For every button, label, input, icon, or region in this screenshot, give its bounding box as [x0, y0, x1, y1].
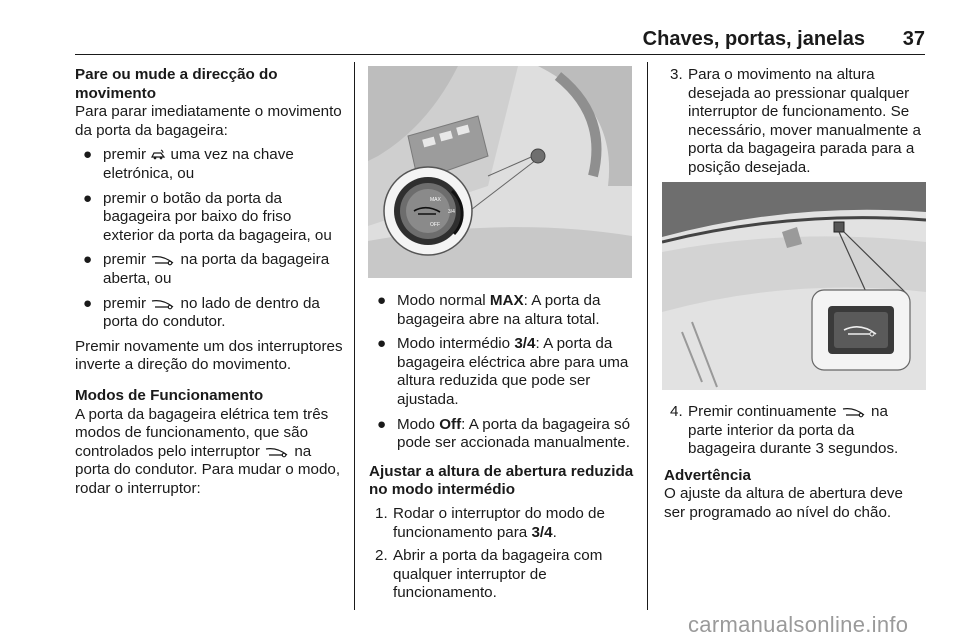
tailgate-switch-figure [662, 182, 926, 390]
bullet-icon: ● [83, 294, 93, 312]
column-2 [369, 292, 635, 603]
header-rule [75, 54, 925, 55]
watermark: carmanualsonline.info [688, 612, 909, 637]
list-item: ● premir no lado de dentro da porta do condutor. [83, 294, 320, 331]
column-3 [664, 66, 926, 178]
column-divider-1 [354, 62, 355, 610]
intro-text: Para parar imediatamente o movimento da porta da bagageira: [75, 103, 342, 139]
warning-heading: Advertência [664, 466, 751, 484]
knob-label-off: OFF [430, 222, 440, 228]
section-heading-stop-reverse: Pare ou mude a direcção do movimento [75, 66, 278, 102]
list-item: 2. Abrir a porta da bagageira com qualquer interruptor de funcionamento. [375, 547, 603, 602]
column-divider-2 [647, 62, 648, 610]
section-heading-modes: Modos de Funcionamento [75, 386, 264, 404]
knob-label-max: MAX [430, 197, 441, 203]
list-item: ● Modo Off: A porta da bagageira só pode ser accionada manualmente. [377, 415, 631, 452]
tailgate-switch-icon [150, 298, 176, 310]
bullet-icon: ● [377, 292, 387, 309]
list-item: ● Modo intermédio 3/4: A porta da bagageira eléctrica abre para uma altura reduzida que pode ser ajustada. [377, 335, 629, 408]
tailgate-switch-icon [150, 254, 176, 266]
list-item: 4. Premir continuamente na parte interior da porta da bagageira durante 3 segundos. [670, 403, 899, 458]
bullet-icon: ● [83, 251, 93, 269]
list-item: ● premir uma vez na chave eletrónica, ou [83, 146, 294, 182]
list-item: ● Modo normal MAX: A porta da bagageira abre na altura total. [377, 292, 601, 328]
list-item: ● premir o botão da porta da bagageira por baixo do friso exterior da porta da bagageira, ou [83, 189, 332, 244]
list-item: 3. Para o movimento na altura desejada ao pressionar qualquer interruptor de funcionamento. Se necessário, mover manualmente a porta da bagageira parada para a posição desejada. [670, 66, 921, 176]
column-1 [75, 66, 343, 498]
page-number: 37 [902, 28, 925, 50]
modes-text: A porta da bagageira elétrica tem três modos de funcionamento, que são controlados pelo interruptor na porta do condutor. Para mudar o modo, rodar o interruptor: [75, 405, 341, 497]
page-header [75, 28, 925, 54]
bullet-icon: ● [83, 146, 93, 164]
section-heading-adjust: Ajustar a altura de abertura reduzida no modo intermédio [369, 462, 634, 499]
bullet-icon: ● [83, 189, 93, 207]
page-title: Chaves, portas, janelas [642, 28, 865, 50]
tailgate-switch-icon [841, 406, 867, 418]
list-item: ● premir na porta da bagageira aberta, ou [83, 251, 330, 287]
tailgate-switch-icon [264, 446, 290, 458]
bullet-icon: ● [377, 335, 387, 353]
bullet-icon: ● [377, 415, 387, 433]
door-switch-figure [368, 66, 632, 278]
reverse-text: Premir novamente um dos interruptores inverte a direção do movimento. [75, 337, 343, 374]
list-item: 1. Rodar o interruptor do modo de funcionamento para 3/4. [375, 504, 605, 541]
warning-text: O ajuste da altura de abertura deve ser programado ao nível do chão. [664, 485, 903, 521]
column-3-lower [664, 403, 926, 523]
remote-tailgate-icon [150, 149, 166, 161]
knob-label-34: 3/4 [448, 209, 455, 215]
